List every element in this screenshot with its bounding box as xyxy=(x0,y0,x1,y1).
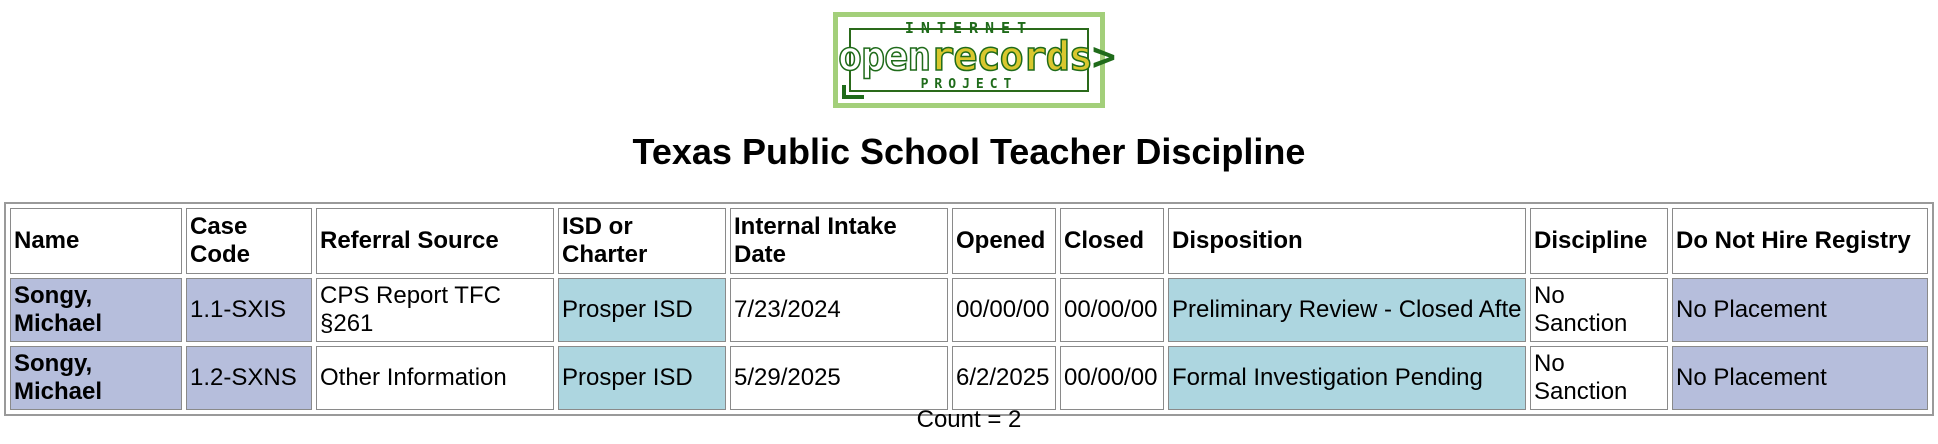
logo-project-text: PROJECT xyxy=(920,77,1018,92)
page-title: Texas Public School Teacher Discipline xyxy=(632,131,1306,172)
cell-name: Songy, Michael xyxy=(10,346,182,410)
cell-do-not-hire-registry: No Placement xyxy=(1672,278,1928,342)
logo-records-text: records xyxy=(930,34,1092,80)
table-header-row xyxy=(10,208,1928,274)
column-header-disposition: Disposition xyxy=(1168,208,1526,274)
cell-name: Songy, Michael xyxy=(10,278,182,342)
open-records-logo xyxy=(833,12,1115,108)
cell-case-code: 1.2-SXNS xyxy=(186,346,312,410)
column-header-case-code: Case Code xyxy=(186,208,312,274)
cell-disposition: Formal Investigation Pending xyxy=(1168,346,1526,410)
discipline-records-table xyxy=(4,202,1934,416)
cell-disposition: Preliminary Review - Closed Afte xyxy=(1168,278,1526,342)
cell-intake-date: 7/23/2024 xyxy=(730,278,948,342)
column-header-name: Name xyxy=(10,208,182,274)
cell-closed: 00/00/00 xyxy=(1060,346,1164,410)
logo-corner-mark xyxy=(842,85,864,99)
cell-case-code: 1.1-SXIS xyxy=(186,278,312,342)
cell-do-not-hire-registry: No Placement xyxy=(1672,346,1928,410)
cell-discipline: No Sanction xyxy=(1530,278,1668,342)
table-row xyxy=(10,346,1928,410)
logo-wordmark xyxy=(838,34,1115,80)
cell-opened: 6/2/2025 xyxy=(952,346,1056,410)
logo-arrow-icon: > xyxy=(1091,34,1115,80)
logo-internet-text: INTERNET xyxy=(904,19,1034,37)
logo-open-text: open xyxy=(838,34,931,80)
column-header-referral-source: Referral Source xyxy=(316,208,554,274)
column-header-do-not-hire-registry: Do Not Hire Registry xyxy=(1672,208,1928,274)
cell-opened: 00/00/00 xyxy=(952,278,1056,342)
cell-discipline: No Sanction xyxy=(1530,346,1668,410)
cell-isd-or-charter: Prosper ISD xyxy=(558,278,726,342)
column-header-opened: Opened xyxy=(952,208,1056,274)
cell-isd-or-charter: Prosper ISD xyxy=(558,346,726,410)
column-header-closed: Closed xyxy=(1060,208,1164,274)
cell-intake-date: 5/29/2025 xyxy=(730,346,948,410)
cell-closed: 00/00/00 xyxy=(1060,278,1164,342)
column-header-discipline: Discipline xyxy=(1530,208,1668,274)
column-header-isd-or-charter: ISD or Charter xyxy=(558,208,726,274)
cell-referral-source: Other Information xyxy=(316,346,554,410)
record-count: Count = 2 xyxy=(916,406,1022,433)
table-row xyxy=(10,278,1928,342)
cell-referral-source: CPS Report TFC §261 xyxy=(316,278,554,342)
column-header-intake-date: Internal Intake Date xyxy=(730,208,948,274)
